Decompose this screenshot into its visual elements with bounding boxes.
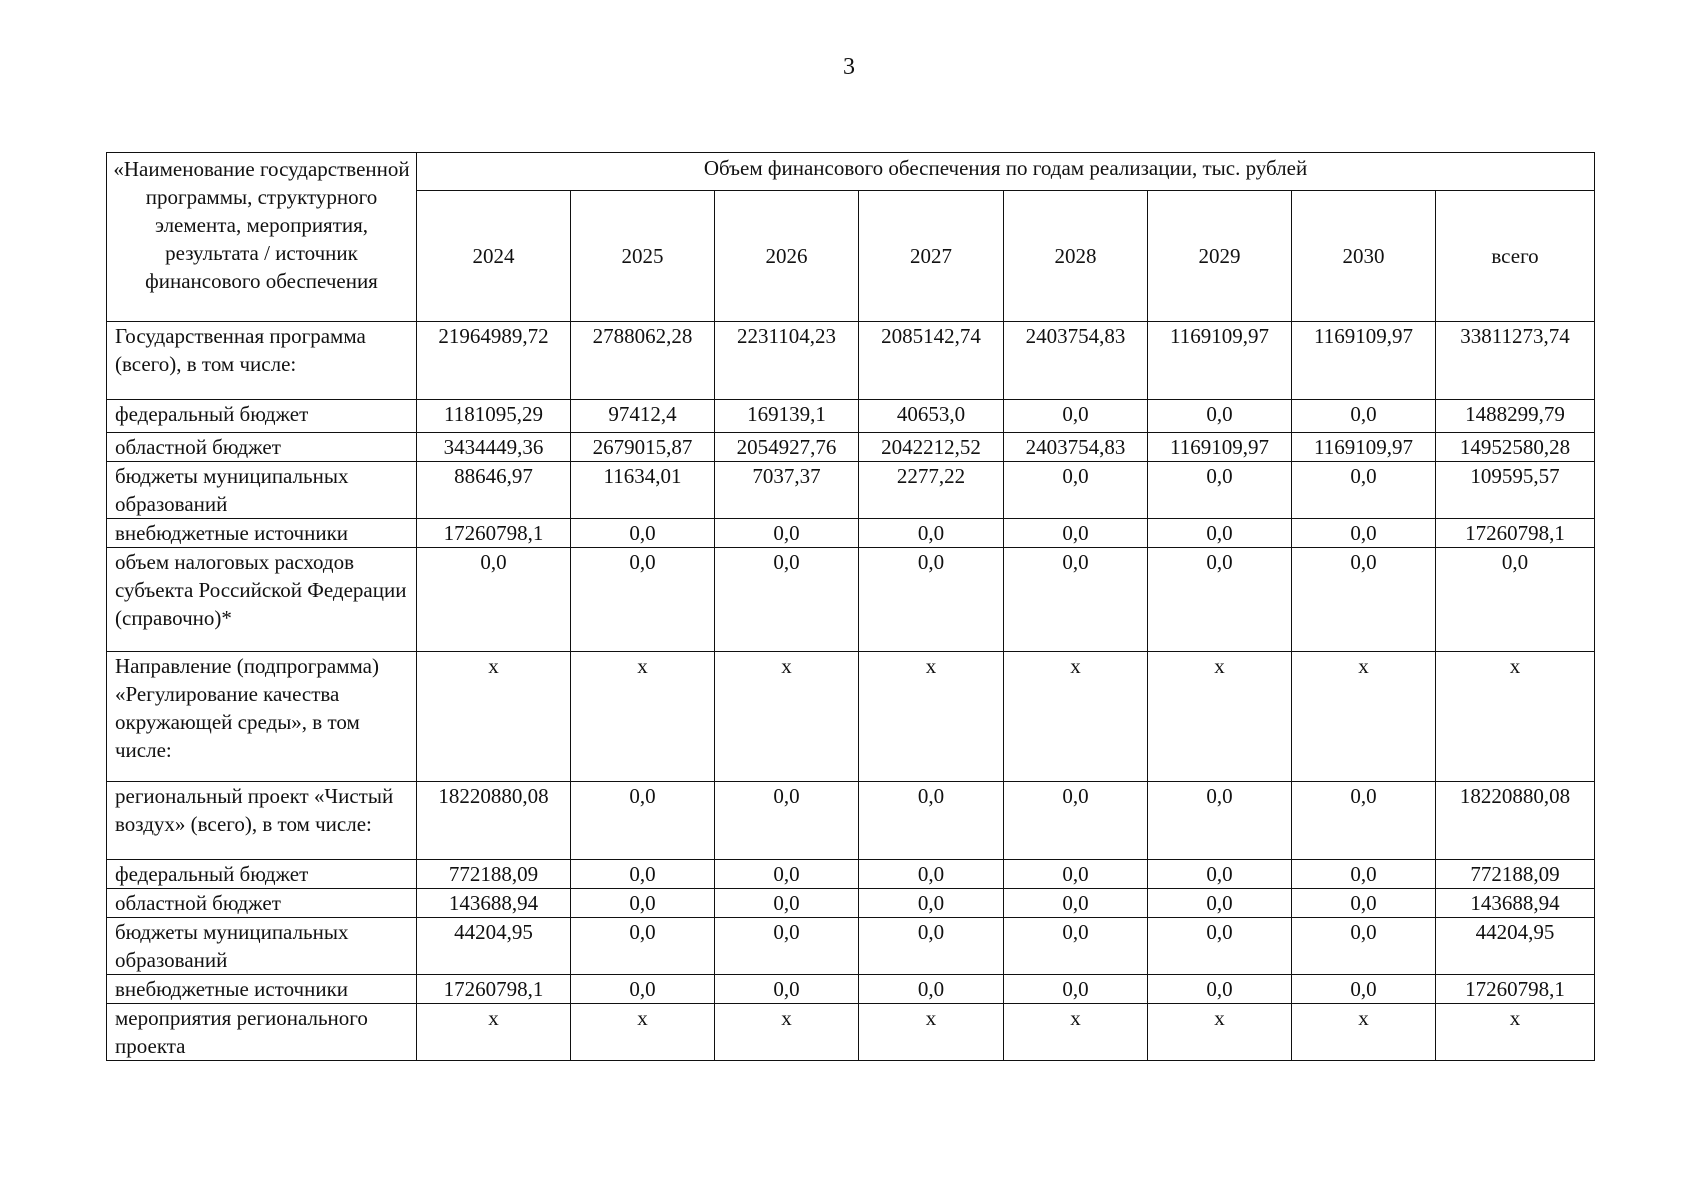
value-cell: 14952580,28 xyxy=(1436,433,1595,462)
value-cell: 40653,0 xyxy=(859,400,1004,433)
value-cell: х xyxy=(715,1004,859,1061)
row-name-cell: областной бюджет xyxy=(107,889,417,918)
value-cell: х xyxy=(1292,1004,1436,1061)
value-cell: 17260798,1 xyxy=(1436,519,1595,548)
value-cell: 2231104,23 xyxy=(715,322,859,400)
row-name-cell: Направление (подпрограмма) «Регулирование качества окружающей среды», в том числе: xyxy=(107,652,417,782)
value-cell: х xyxy=(417,1004,571,1061)
table-row xyxy=(107,975,1595,1004)
value-cell: 1169109,97 xyxy=(1292,322,1436,400)
value-cell: 1488299,79 xyxy=(1436,400,1595,433)
value-cell: 1169109,97 xyxy=(1292,433,1436,462)
table-row xyxy=(107,322,1595,400)
row-name-cell: внебюджетные источники xyxy=(107,519,417,548)
year-header-3: 2026 xyxy=(715,191,859,322)
value-cell: 7037,37 xyxy=(715,462,859,519)
value-cell: 3434449,36 xyxy=(417,433,571,462)
table-row xyxy=(107,462,1595,519)
table-row xyxy=(107,889,1595,918)
table-header-row xyxy=(107,153,1595,191)
value-cell: х xyxy=(1148,1004,1292,1061)
value-cell: 0,0 xyxy=(1004,889,1148,918)
row-name-cell: бюджеты муниципальных образований xyxy=(107,918,417,975)
value-cell: 0,0 xyxy=(417,548,571,652)
value-cell: 0,0 xyxy=(1292,400,1436,433)
page-number: 3 xyxy=(843,54,855,80)
table-row xyxy=(107,548,1595,652)
year-header-7: 2030 xyxy=(1292,191,1436,322)
value-cell: 0,0 xyxy=(1148,782,1292,860)
value-cell: 0,0 xyxy=(1148,519,1292,548)
value-cell: 1169109,97 xyxy=(1148,322,1292,400)
value-cell: 0,0 xyxy=(715,860,859,889)
value-cell: 772188,09 xyxy=(417,860,571,889)
value-cell: 0,0 xyxy=(571,782,715,860)
value-cell: 0,0 xyxy=(1292,462,1436,519)
value-cell: 0,0 xyxy=(859,519,1004,548)
value-cell: 0,0 xyxy=(715,782,859,860)
row-name-cell: Государственная программа (всего), в том числе: xyxy=(107,322,417,400)
value-cell: 0,0 xyxy=(859,889,1004,918)
value-cell: 0,0 xyxy=(1148,462,1292,519)
value-cell: 17260798,1 xyxy=(417,519,571,548)
value-cell: х xyxy=(859,652,1004,782)
value-cell: 21964989,72 xyxy=(417,322,571,400)
value-cell: 2042212,52 xyxy=(859,433,1004,462)
value-cell: 0,0 xyxy=(1004,782,1148,860)
value-cell: 143688,94 xyxy=(417,889,571,918)
value-cell: 0,0 xyxy=(859,548,1004,652)
value-cell: 2054927,76 xyxy=(715,433,859,462)
value-cell: х xyxy=(1436,1004,1595,1061)
value-cell: 0,0 xyxy=(715,519,859,548)
value-cell: 2403754,83 xyxy=(1004,322,1148,400)
value-cell: х xyxy=(1148,652,1292,782)
financing-table xyxy=(106,152,1595,1061)
value-cell: 18220880,08 xyxy=(1436,782,1595,860)
value-cell: х xyxy=(571,652,715,782)
value-cell: 0,0 xyxy=(1292,782,1436,860)
value-cell: х xyxy=(859,1004,1004,1061)
table-row xyxy=(107,860,1595,889)
value-cell: 0,0 xyxy=(1148,860,1292,889)
value-cell: 88646,97 xyxy=(417,462,571,519)
value-cell: х xyxy=(715,652,859,782)
table-row xyxy=(107,519,1595,548)
table-row xyxy=(107,400,1595,433)
value-cell: 0,0 xyxy=(571,519,715,548)
value-cell: 0,0 xyxy=(1004,860,1148,889)
value-cell: 44204,95 xyxy=(417,918,571,975)
row-name-cell: внебюджетные источники xyxy=(107,975,417,1004)
value-cell: 0,0 xyxy=(1004,519,1148,548)
value-cell: 0,0 xyxy=(1148,975,1292,1004)
value-cell: 0,0 xyxy=(1148,889,1292,918)
value-cell: 11634,01 xyxy=(571,462,715,519)
financing-volume-header: Объем финансового обеспечения по годам реализации, тыс. рублей xyxy=(417,153,1595,191)
value-cell: 33811273,74 xyxy=(1436,322,1595,400)
table-row xyxy=(107,918,1595,975)
value-cell: 0,0 xyxy=(1004,975,1148,1004)
year-header-2: 2025 xyxy=(571,191,715,322)
value-cell: 0,0 xyxy=(1004,548,1148,652)
value-cell: 0,0 xyxy=(1148,548,1292,652)
value-cell: 1169109,97 xyxy=(1148,433,1292,462)
row-name-cell: объем налоговых расходов субъекта Российской Федерации (справочно)* xyxy=(107,548,417,652)
value-cell: 0,0 xyxy=(571,860,715,889)
value-cell: х xyxy=(417,652,571,782)
value-cell: х xyxy=(1436,652,1595,782)
value-cell: 17260798,1 xyxy=(1436,975,1595,1004)
table-row xyxy=(107,1004,1595,1061)
value-cell: 0,0 xyxy=(1292,519,1436,548)
value-cell: 0,0 xyxy=(859,782,1004,860)
value-cell: 2277,22 xyxy=(859,462,1004,519)
value-cell: 2679015,87 xyxy=(571,433,715,462)
value-cell: 2085142,74 xyxy=(859,322,1004,400)
row-name-cell: мероприятия регионального проекта xyxy=(107,1004,417,1061)
value-cell: 1181095,29 xyxy=(417,400,571,433)
value-cell: 772188,09 xyxy=(1436,860,1595,889)
row-name-cell: федеральный бюджет xyxy=(107,860,417,889)
value-cell: 143688,94 xyxy=(1436,889,1595,918)
table-row xyxy=(107,652,1595,782)
name-column-header: «Наименование государственной программы, структурного элемента, мероприятия, результата / источник финансового обеспечения xyxy=(107,153,417,322)
value-cell: 0,0 xyxy=(571,918,715,975)
row-name-cell: бюджеты муниципальных образований xyxy=(107,462,417,519)
value-cell: 0,0 xyxy=(571,975,715,1004)
row-name-cell: региональный проект «Чистый воздух» (всего), в том числе: xyxy=(107,782,417,860)
value-cell: 0,0 xyxy=(1148,918,1292,975)
value-cell: 0,0 xyxy=(859,860,1004,889)
row-name-cell: областной бюджет xyxy=(107,433,417,462)
value-cell: 18220880,08 xyxy=(417,782,571,860)
value-cell: 97412,4 xyxy=(571,400,715,433)
value-cell: 0,0 xyxy=(1292,918,1436,975)
value-cell: 0,0 xyxy=(1292,860,1436,889)
value-cell: 0,0 xyxy=(1004,462,1148,519)
table-body xyxy=(107,322,1595,1061)
value-cell: 0,0 xyxy=(1292,889,1436,918)
value-cell: 0,0 xyxy=(859,975,1004,1004)
value-cell: х xyxy=(1292,652,1436,782)
value-cell: 0,0 xyxy=(715,548,859,652)
value-cell: 0,0 xyxy=(715,975,859,1004)
year-header-4: 2027 xyxy=(859,191,1004,322)
table-row xyxy=(107,782,1595,860)
value-cell: 0,0 xyxy=(859,918,1004,975)
value-cell: 44204,95 xyxy=(1436,918,1595,975)
value-cell: 0,0 xyxy=(1292,548,1436,652)
value-cell: х xyxy=(1004,652,1148,782)
value-cell: 0,0 xyxy=(1436,548,1595,652)
value-cell: 0,0 xyxy=(571,548,715,652)
value-cell: 0,0 xyxy=(1148,400,1292,433)
year-header-6: 2029 xyxy=(1148,191,1292,322)
value-cell: 109595,57 xyxy=(1436,462,1595,519)
value-cell: 169139,1 xyxy=(715,400,859,433)
year-header-8: всего xyxy=(1436,191,1595,322)
value-cell: 0,0 xyxy=(571,889,715,918)
value-cell: 0,0 xyxy=(1292,975,1436,1004)
value-cell: 0,0 xyxy=(1004,400,1148,433)
value-cell: 17260798,1 xyxy=(417,975,571,1004)
value-cell: 2403754,83 xyxy=(1004,433,1148,462)
year-header-5: 2028 xyxy=(1004,191,1148,322)
row-name-cell: федеральный бюджет xyxy=(107,400,417,433)
table-row xyxy=(107,433,1595,462)
year-header-1: 2024 xyxy=(417,191,571,322)
value-cell: х xyxy=(1004,1004,1148,1061)
value-cell: 0,0 xyxy=(715,889,859,918)
value-cell: 0,0 xyxy=(1004,918,1148,975)
value-cell: 2788062,28 xyxy=(571,322,715,400)
value-cell: 0,0 xyxy=(715,918,859,975)
value-cell: х xyxy=(571,1004,715,1061)
